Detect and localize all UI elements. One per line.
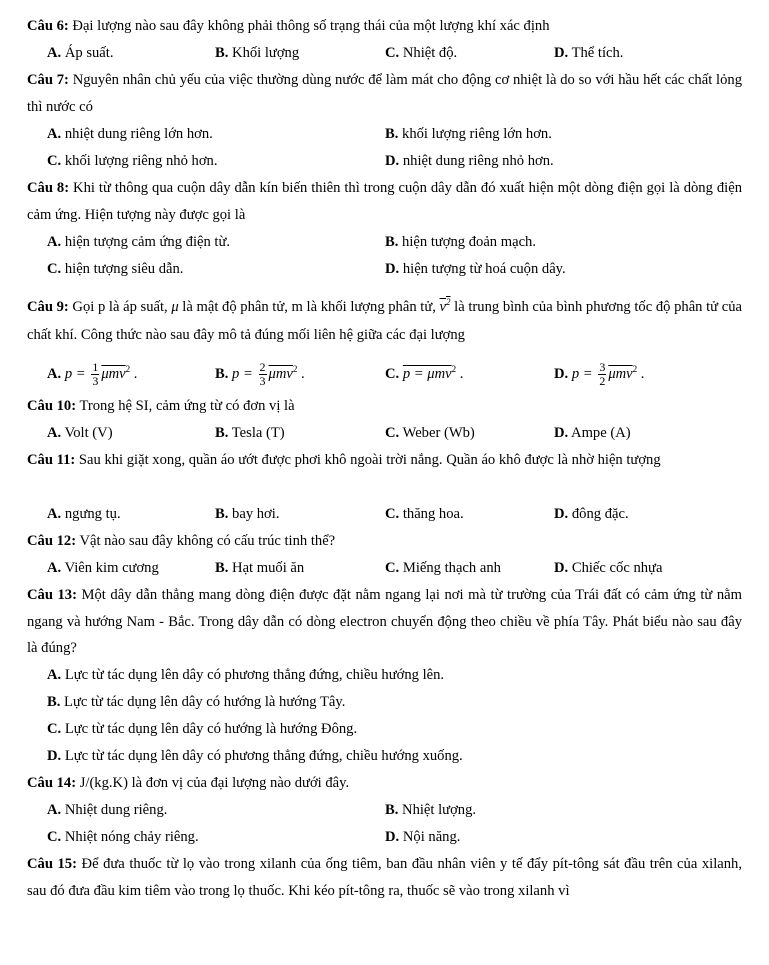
- question-number: Câu 10:: [27, 398, 77, 414]
- question-number: Câu 12:: [27, 533, 77, 549]
- option-d[interactable]: D. nhiệt dung riêng nhỏ hơn.: [385, 153, 554, 169]
- question-9-options: [47, 354, 747, 389]
- option-c[interactable]: C. Nhiệt độ.: [385, 45, 458, 61]
- mu-symbol: μ: [171, 298, 179, 315]
- question-text: Để đưa thuốc từ lọ vào trong xilanh của ống tiêm, ban đầu nhân viên y tế đẩy pít-tông sát đầu trên của xilanh, sau đó đưa đầu kim tiêm vào trong lọ thuốc. Khi kéo pít-tông ra, thuốc sẽ vào trong xilanh vì: [27, 856, 742, 899]
- question-13-stem: [27, 582, 742, 662]
- question-number: Câu 11:: [27, 452, 76, 468]
- question-11-stem: [27, 447, 742, 474]
- question-text: Vật nào sau đây không có cấu trúc tinh thể?: [76, 533, 336, 549]
- question-number: Câu 15:: [27, 856, 77, 872]
- question-text: J/(kg.K) là đơn vị của đại lượng nào dưới đây.: [76, 775, 350, 791]
- question-text: Một dây dẫn thẳng mang dòng điện được đặt nằm ngang lại nơi mà từ trường của Trái đất có cảm ứng từ nằm ngang và hướng Nam - Bắc. Trong dây dẫn có dòng electron chuyển động theo chiều về phía Tây. Phát biểu nào sau đây là đúng?: [27, 587, 742, 656]
- option-c[interactable]: C. hiện tượng siêu dẫn.: [47, 261, 184, 277]
- option-c[interactable]: C. p = μmv$^2$ .: [385, 364, 464, 382]
- option-b[interactable]: B. khối lượng riêng lớn hơn.: [385, 126, 552, 142]
- question-14-options-row2: [47, 824, 747, 850]
- option-d[interactable]: D. hiện tượng từ hoá cuộn dây.: [385, 261, 566, 277]
- question-number: Câu 13:: [27, 587, 77, 603]
- question-13-option-b[interactable]: B. Lực từ tác dụng lên dây có hướng là hướng Tây.: [47, 694, 346, 710]
- question-15-stem: [27, 851, 742, 904]
- question-number: Câu 6:: [27, 18, 69, 34]
- question-10-options: [47, 420, 747, 446]
- question-11-options: [47, 501, 747, 527]
- question-6-options: [47, 40, 747, 66]
- option-b[interactable]: B. Hạt muối ăn: [215, 560, 305, 576]
- question-number: Câu 14:: [27, 775, 77, 791]
- question-number: Câu 8:: [27, 180, 70, 196]
- option-c[interactable]: C. Miếng thạch anh: [385, 560, 501, 576]
- option-a[interactable]: A. ngưng tụ.: [47, 506, 121, 522]
- option-b[interactable]: B. hiện tượng đoản mạch.: [385, 234, 537, 250]
- question-text: Trong hệ SI, cảm ứng từ có đơn vị là: [76, 398, 295, 414]
- question-13-option-d[interactable]: D. Lực từ tác dụng lên dây có phương thẳng đứng, chiều hướng xuống.: [47, 748, 463, 764]
- question-14-options-row1: [47, 797, 747, 823]
- question-9-stem: Câu 9: Gọi p là áp suất, μ là mật độ phân tử, m là khối lượng phân tử, $v^2$ là trung bình của bình phương tốc độ phân tử của chất khí. Công thức nào sau đây mô tả đúng mối liên hệ giữa các đại lượng: [27, 297, 742, 343]
- question-7-stem: [27, 67, 742, 120]
- option-c[interactable]: C. khối lượng riêng nhỏ hơn.: [47, 153, 218, 169]
- option-c[interactable]: C. Nhiệt nóng chảy riêng.: [47, 829, 199, 845]
- question-7-options-row1: [47, 121, 747, 147]
- option-a[interactable]: A. nhiệt dung riêng lớn hơn.: [47, 126, 213, 142]
- question-6-stem: [27, 13, 742, 40]
- question-10-stem: [27, 393, 742, 420]
- question-number: Câu 9:: [27, 298, 69, 315]
- question-8-options-row2: [47, 256, 747, 282]
- option-b[interactable]: B. Khối lượng: [215, 45, 300, 61]
- option-d[interactable]: D. Thể tích.: [554, 45, 624, 61]
- option-a[interactable]: A. Volt (V): [47, 425, 113, 441]
- option-c[interactable]: C. thăng hoa.: [385, 506, 464, 522]
- question-text: Đại lượng nào sau đây không phải thông số trạng thái của một lượng khí xác định: [68, 18, 550, 34]
- option-a[interactable]: A. Nhiệt dung riêng.: [47, 802, 168, 818]
- question-12-options: [47, 555, 747, 581]
- option-b[interactable]: B. Tesla (T): [215, 425, 285, 441]
- option-d[interactable]: D. p = $\frac{3}{2}$ $\overline{\mu mv}^2$ .: [554, 360, 645, 389]
- option-b[interactable]: B. bay hơi.: [215, 506, 280, 522]
- option-c[interactable]: C. Weber (Wb): [385, 425, 475, 441]
- option-d[interactable]: D. Ampe (A): [554, 425, 631, 441]
- option-a[interactable]: A. hiện tượng cảm ứng điện từ.: [47, 234, 231, 250]
- v-squared-mean: $v^2$: [439, 297, 451, 315]
- question-12-stem: [27, 528, 742, 555]
- question-number: Câu 7:: [27, 72, 69, 88]
- question-8-stem: [27, 175, 742, 228]
- option-a[interactable]: A. Áp suất.: [47, 45, 114, 61]
- question-7-options-row2: [47, 148, 747, 174]
- question-13-option-a[interactable]: A. Lực từ tác dụng lên dây có phương thẳng đứng, chiều hướng lên.: [47, 667, 445, 683]
- option-b[interactable]: B. Nhiệt lượng.: [385, 802, 477, 818]
- option-b[interactable]: B. p = $\frac{2}{3}$ $\overline{\mu mv}^2$ .: [215, 360, 305, 389]
- question-text: Khi từ thông qua cuộn dây dẫn kín biến thiên thì trong cuộn dây dẫn đó xuất hiện một dòng điện gọi là dòng điện cảm ứng. Hiện tượng này được gọi là: [27, 180, 742, 223]
- question-14-stem: [27, 770, 742, 797]
- question-text: Sau khi giặt xong, quần áo ướt được phơi khô ngoài trời nắng. Quần áo khô được là nhờ hiện tượng: [75, 452, 661, 468]
- question-text: Nguyên nhân chủ yếu của việc thường dùng nước để làm mát cho động cơ nhiệt là do so với hầu hết các chất lỏng thì nước có: [27, 72, 742, 115]
- option-d[interactable]: D. Chiếc cốc nhựa: [554, 560, 663, 576]
- option-a[interactable]: A. Viên kim cương: [47, 560, 159, 576]
- option-d[interactable]: D. đông đặc.: [554, 506, 629, 522]
- question-8-options-row1: [47, 229, 747, 255]
- question-13-option-c[interactable]: C. Lực từ tác dụng lên dây có hướng là hướng Đông.: [47, 721, 358, 737]
- option-d[interactable]: D. Nội năng.: [385, 829, 461, 845]
- option-a[interactable]: A. p = $\frac{1}{3}$ $\overline{\mu mv}^2$ .: [47, 360, 138, 389]
